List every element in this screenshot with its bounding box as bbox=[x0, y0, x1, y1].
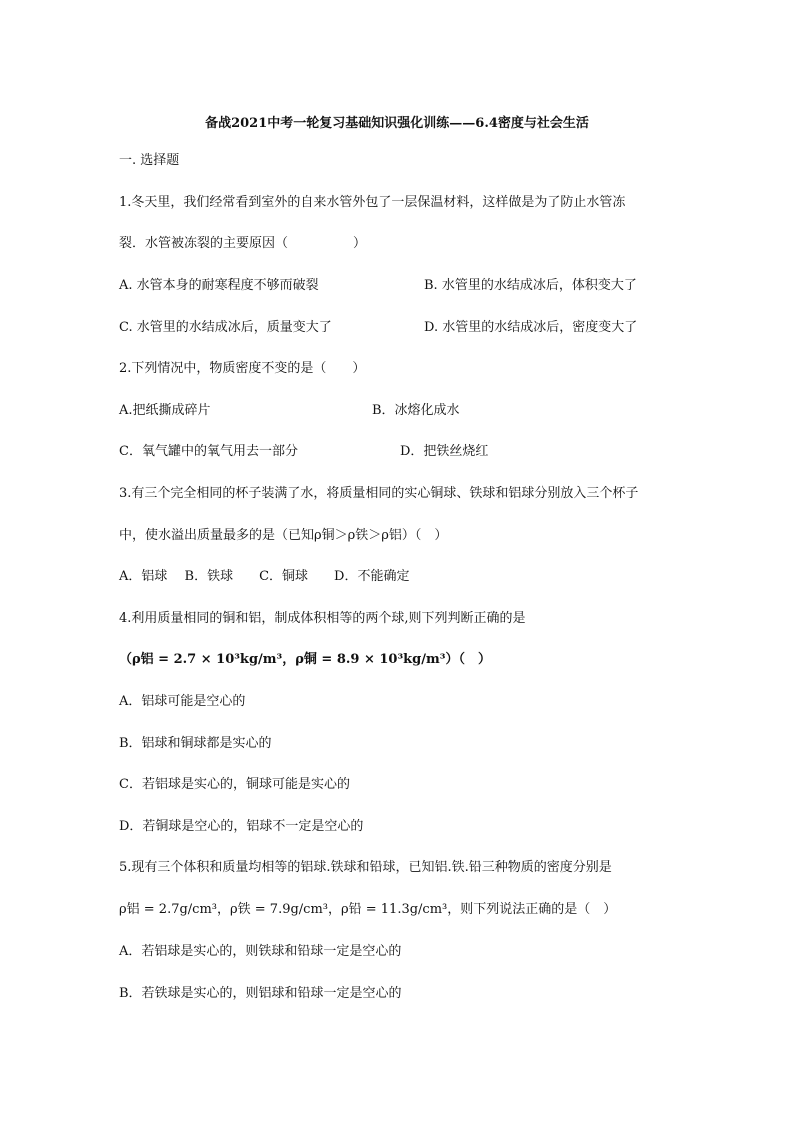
question-5-formula: ρ铝 = 2.7g/cm³，ρ铁 = 7.9g/cm³，ρ铅 = 11.3g/cm³，则下列说法正确的是（ ） bbox=[119, 902, 617, 917]
question-1-option-c: C. 水管里的水结成冰后，质量变大了 bbox=[119, 320, 332, 335]
document-title: 备战2021中考一轮复习基础知识强化训练——6.4密度与社会生活 bbox=[205, 116, 589, 131]
question-5-stem: 5.现有三个体积和质量均相等的铝球.铁球和铅球，已知铝.铁.铅三种物质的密度分别是 bbox=[119, 860, 612, 875]
question-4-option-b: B．铝球和铜球都是实心的 bbox=[119, 736, 272, 751]
question-5-option-a: A．若铝球是实心的，则铁球和铅球一定是空心的 bbox=[119, 944, 402, 959]
question-3-stem-line1: 3.有三个完全相同的杯子装满了水，将质量相同的实心铜球、铁球和铝球分别放入三个杯子 bbox=[119, 486, 639, 501]
question-4-stem: 4.利用质量相同的铜和铝，制成体积相等的两个球,则下列判断正确的是 bbox=[119, 611, 526, 626]
question-1-option-d: D. 水管里的水结成冰后，密度变大了 bbox=[424, 320, 638, 335]
question-1-stem-line2: 裂．水管被冻裂的主要原因（ ） bbox=[119, 236, 367, 251]
question-2-stem: 2.下列情况中，物质密度不变的是（ ） bbox=[119, 361, 366, 376]
section-heading: 一. 选择题 bbox=[119, 153, 180, 168]
question-5-option-b: B．若铁球是实心的，则铝球和铅球一定是空心的 bbox=[119, 986, 402, 1001]
question-1-option-b: B. 水管里的水结成冰后，体积变大了 bbox=[424, 278, 637, 293]
question-3-options: A．铝球 B．铁球 C．铜球 D．不能确定 bbox=[119, 569, 410, 584]
question-2-option-d: D．把铁丝烧红 bbox=[400, 444, 489, 459]
question-4-option-d: D．若铜球是空心的，铝球不一定是空心的 bbox=[119, 819, 364, 834]
question-4-option-a: A．铝球可能是空心的 bbox=[119, 694, 246, 709]
question-3-stem-line2: 中，使水溢出质量最多的是（已知ρ铜＞ρ铁＞ρ铝）（ ） bbox=[119, 528, 448, 543]
question-4-formula: （ρ铝 = 2.7 × 10³kg/m³，ρ铜 = 8.9 × 10³kg/m³）（ ） bbox=[119, 652, 491, 667]
question-2-option-b: B．冰熔化成水 bbox=[372, 403, 460, 418]
question-1-stem-line1: 1.冬天里，我们经常看到室外的自来水管外包了一层保温材料，这样做是为了防止水管冻 bbox=[119, 195, 626, 210]
question-1-option-a: A. 水管本身的耐寒程度不够而破裂 bbox=[119, 278, 319, 293]
question-2-option-c: C．氧气罐中的氧气用去一部分 bbox=[119, 444, 298, 459]
question-2-option-a: A.把纸撕成碎片 bbox=[119, 403, 211, 418]
question-4-option-c: C．若铝球是实心的，铜球可能是实心的 bbox=[119, 777, 350, 792]
